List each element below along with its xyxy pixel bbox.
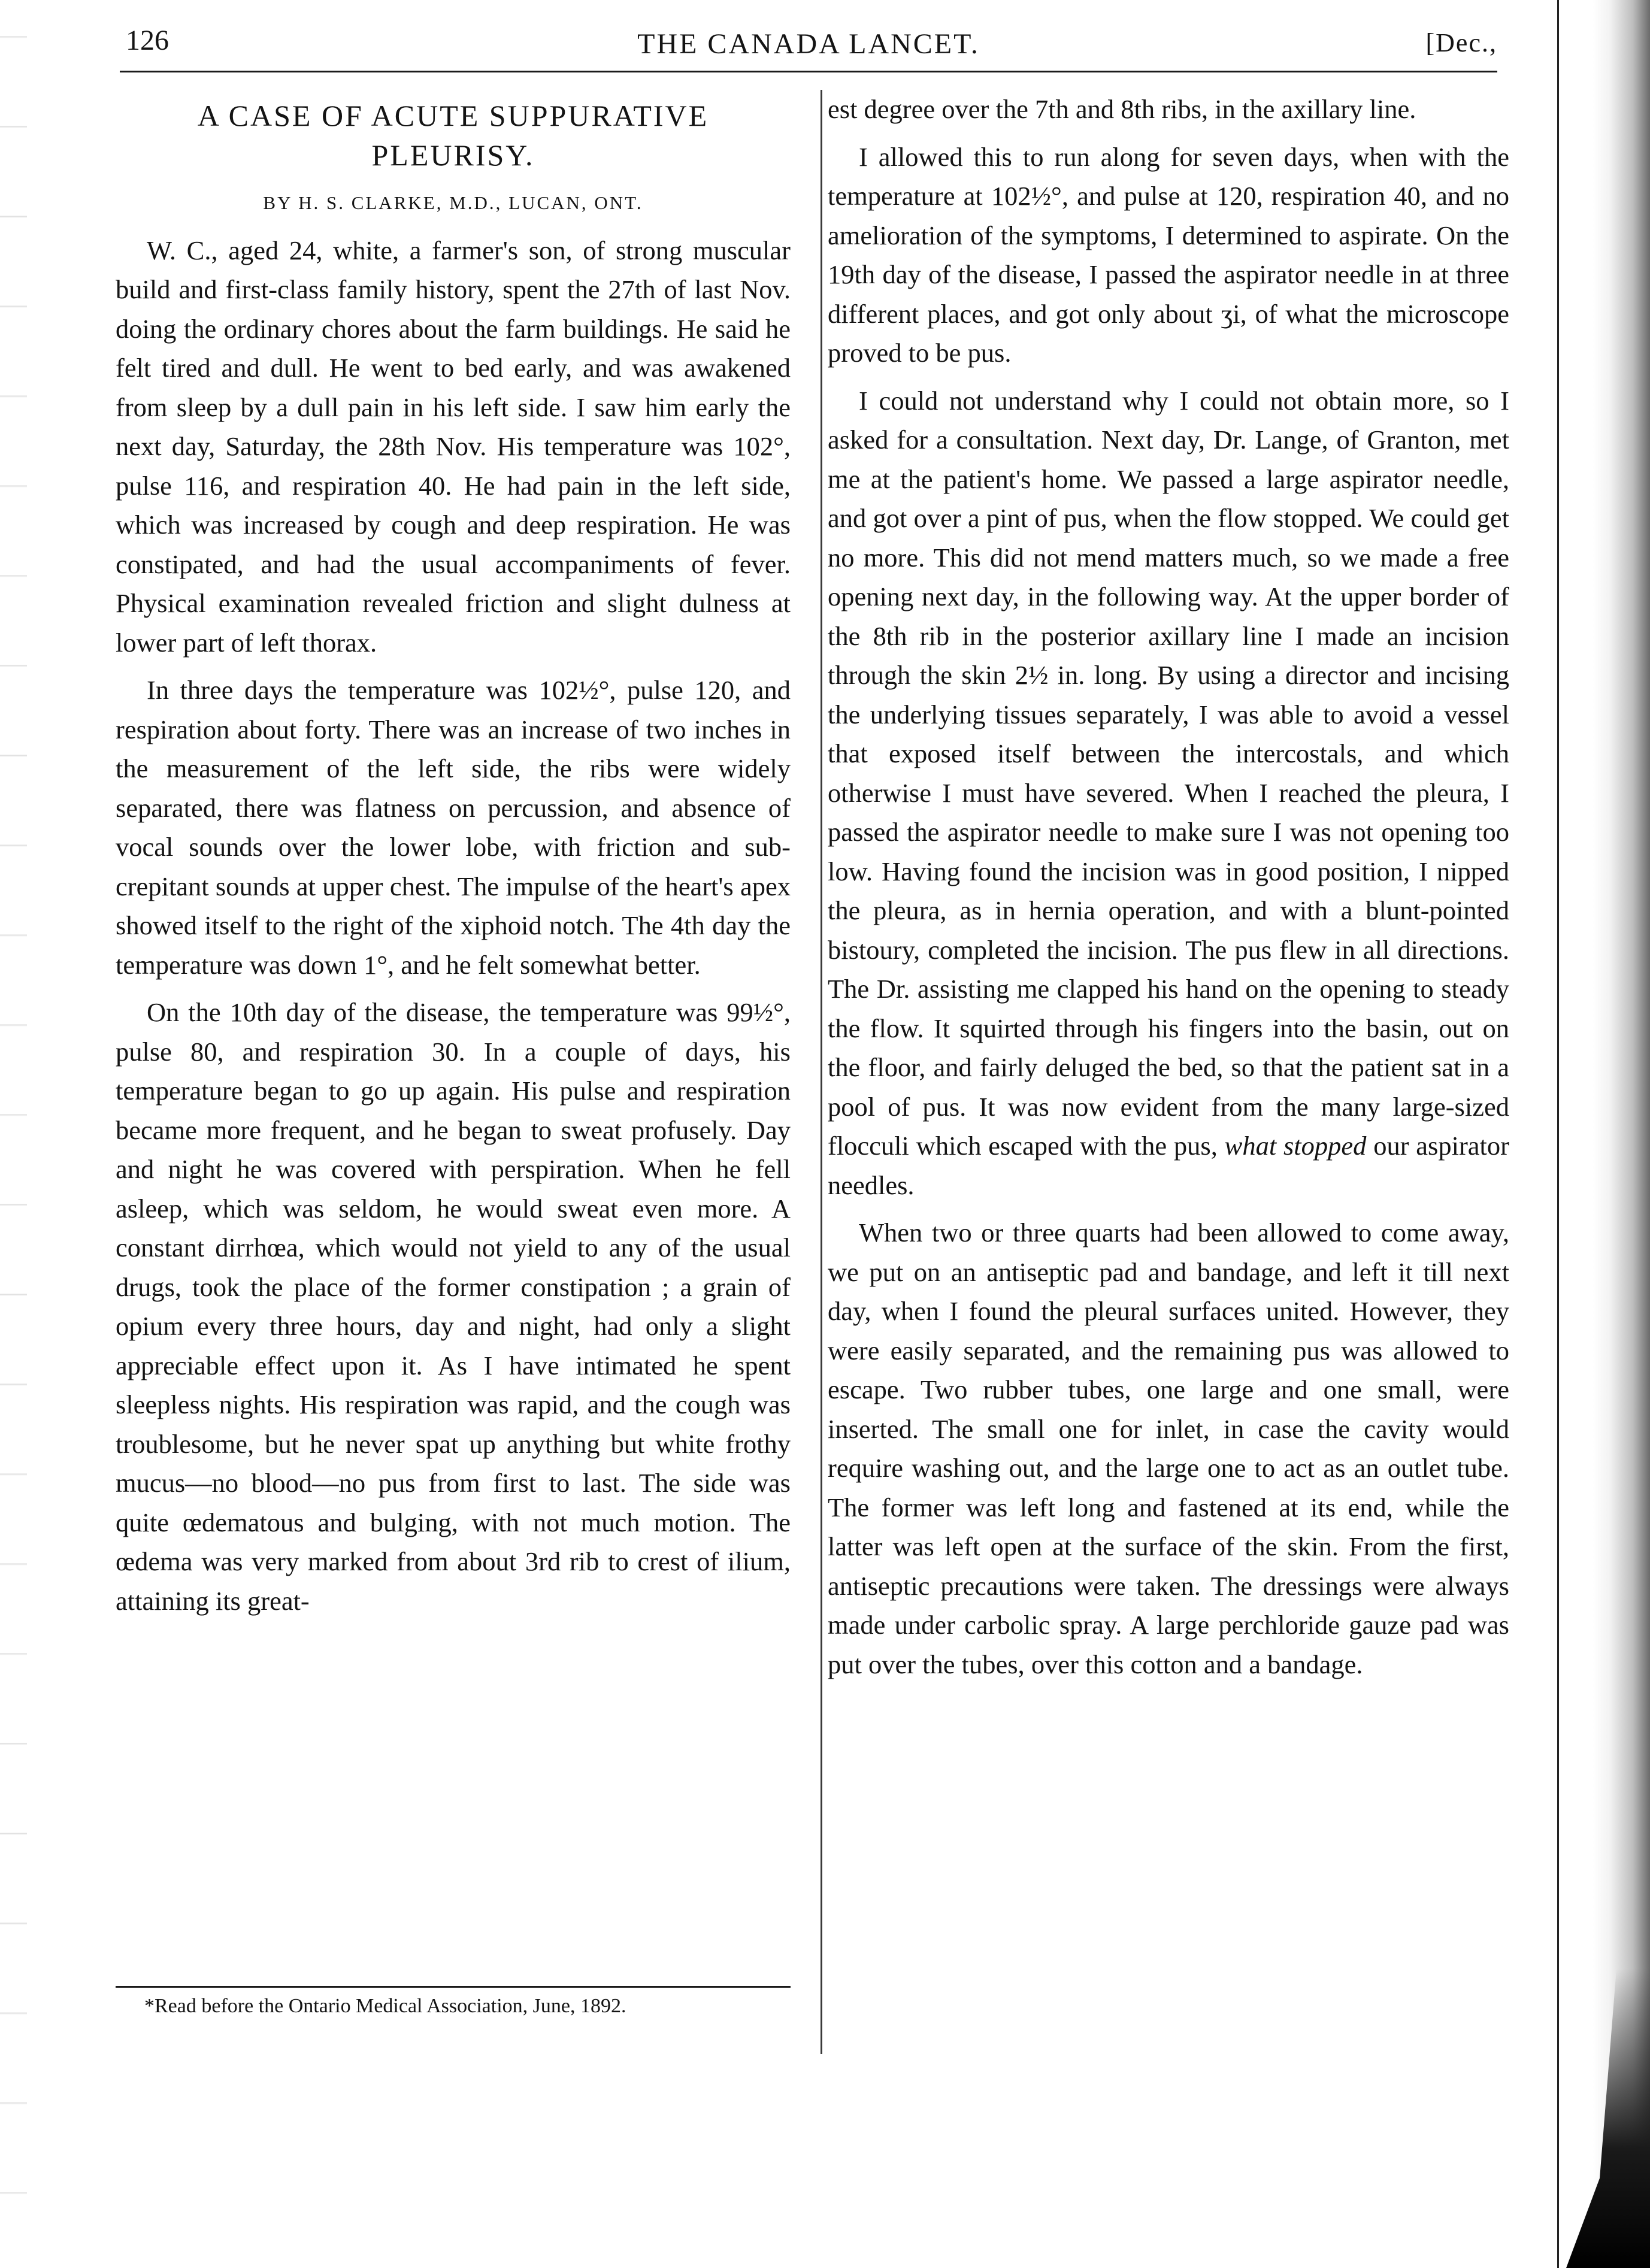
paragraph-continuation: est degree over the 7th and 8th ribs, in the axillary line. bbox=[828, 94, 1416, 124]
left-column bbox=[116, 96, 791, 1621]
scan-margin-specks bbox=[0, 0, 27, 2268]
running-header bbox=[120, 24, 1497, 72]
paragraph: I allowed this to run along for seven days, when with the temperature at 102½°, and pulse at 120, respiration 40, and no amelioration of the symptoms, I determined to aspirate. On the 19th day of the disease, I passed the aspirator needle in at three different places, and got only about ʒi, of what the microscope proved to be pus. bbox=[828, 141, 1509, 368]
paragraph: In three days the temperature was 102½°, pulse 120, and respiration about forty. There was an increase of two inches in the measurement of the left side, the ribs were widely separated, there was flatness on percussion, and absence of vocal sounds over the lower lobe, with friction and sub-crepitant sounds at upper chest. The impulse of the heart's apex showed itself to the right of the xiphoid notch. The 4th day the temperature was down 1°, and he felt somewhat better. bbox=[116, 675, 791, 980]
journal-title: THE CANADA LANCET. bbox=[637, 28, 980, 60]
paragraph-text-end: our aspirator needles. bbox=[828, 1131, 1509, 1200]
article-title bbox=[116, 96, 791, 175]
paragraph-text: I could not understand why I could not obtain more, so I asked for a consultation. Next day, Dr. Lange, of Granton, met me at the patient's home. We passed a large aspirator needle, and got over a pint of pus, when the flow stopped. We could get no more. This did not mend matters much, so we made a free opening next day, in the following way. At the upper border of the 8th rib in the posterior axillary line I made an incision through the skin 2½ in. long. By using a director and incising the underlying tissues separately, I was able to avoid a vessel that exposed itself between the intercostals, and which otherwise I must have severed. When I reached the pleura, I passed the aspirator needle to make sure I was not opening too low. Having found the incision was in good position, I nipped the pleura, as in hernia operation, and with a blunt-pointed bistoury, completed the incision. The pus flew in all directions. The Dr. assisting me clapped his hand on the opening to steady the flow. It squirted through his fingers into the basin, out on the floor, and fairly deluged the bed, so that the patient sat in a pool of pus. It was now evident from the many large-sized flocculi which escaped with the pus, bbox=[828, 385, 1509, 1161]
page-number: 126 bbox=[126, 25, 169, 56]
footnote-rule bbox=[116, 1986, 791, 1988]
issue-month: [Dec., bbox=[1425, 28, 1497, 57]
paragraph: When two or three quarts had been allowed to come away, we put on an antiseptic pad and bandage, and left it till next day, when I found the pleural surfaces united. However, they were easily separated, and the remaining pus was allowed to escape. Two rubber tubes, one large and one small, were inserted. The small one for inlet, in case the cavity would require washing out, and the large one to act as an outlet tube. The former was left long and fastened at its end, while the latter was left open at the surface of the skin. From the first, antiseptic precautions were taken. The dressings were always made under carbolic spray. A large perchloride gauze pad was put over the tubes, over this cotton and a bandage. bbox=[828, 1218, 1509, 1679]
footnote: *Read before the Ontario Medical Association, June, 1892. bbox=[144, 1995, 626, 2017]
article-byline: BY H. S. CLARKE, M.D., LUCAN, ONT. bbox=[263, 192, 643, 213]
paragraph: On the 10th day of the disease, the temperature was 99½°, pulse 80, and respiration 30. In a couple of days, his temperature began to go up again. His pulse and respiration became more frequent, and he began to sweat profusely. Day and night he was covered with perspiration. When he fell asleep, which was seldom, he would sweat even more. A constant dirrhœa, which would not yield to any of the usual drugs, took the place of the former constipation ; a grain of opium every three hours, day and night, had only a slight appreciable effect upon it. As I have intimated he spent sleepless nights. His respiration was rapid, and the cough was troublesome, but he never spat up anything but white frothy mucus—no blood—no pus from first to last. The side was quite œdematous and bulging, with not much motion. The œdema was very marked from about 3rd rib to crest of ilium, attaining its great- bbox=[116, 997, 791, 1616]
paragraph bbox=[828, 381, 1509, 1206]
binding-edge-shadow bbox=[1593, 0, 1650, 2268]
paragraph: W. C., aged 24, white, a farmer's son, of strong muscular build and first-class family history, spent the 27th of last Nov. doing the ordinary chores about the farm buildings. He said he felt tired and dull. He went to bed early, and was awakened from sleep by a dull pain in his left side. I saw him early the next day, Saturday, the 28th Nov. His temperature was 102°, pulse 116, and respiration 40. He had pain in the left side, which was increased by cough and deep respiration. He was constipated, and had the usual accompaniments of fever. Physical examination revealed friction and slight dulness at lower part of left thorax. bbox=[116, 235, 791, 658]
column-divider bbox=[821, 90, 822, 2054]
article-title-line-2: PLEURISY. bbox=[371, 138, 535, 172]
article-title-line-1: A CASE OF ACUTE SUPPURATIVE bbox=[197, 99, 709, 132]
right-column bbox=[828, 90, 1509, 1684]
header-rule bbox=[120, 71, 1497, 72]
page-edge-line bbox=[1557, 0, 1559, 2268]
italic-phrase: what stopped bbox=[1224, 1131, 1367, 1161]
